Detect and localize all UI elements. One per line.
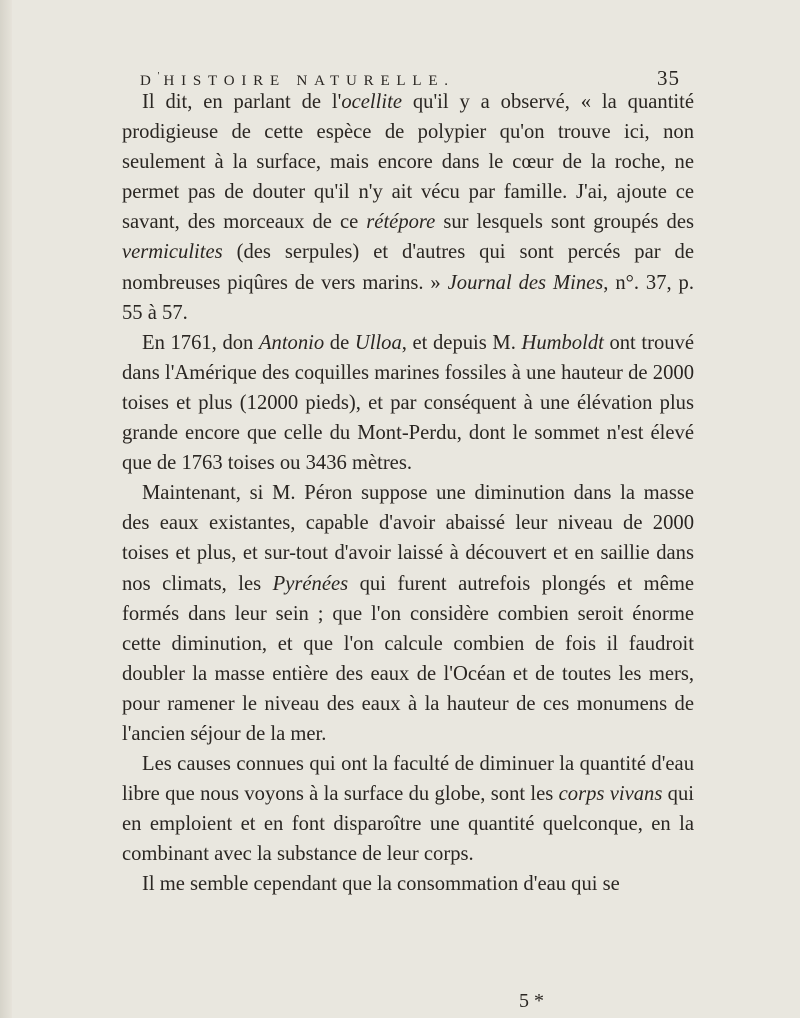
signature-mark: 5 * [519,990,544,1012]
paragraph-2: En 1761, don Antonio de Ulloa, et depuis M. Humboldt ont trouvé dans l'Amérique des coquilles marines fossiles à une hauteur de 2000 toises et plus (12000 pieds), et par conséquent à une élévation plus grande encore que celle du Mont-Perdu, dont le sommet n'est élevé que de 1763 toises ou 3436 mètres. [122,331,694,475]
running-head-apostrophe: ' [157,71,160,82]
page-binding-edge [0,0,12,1018]
paragraph-5: Il me semble cependant que la consommation d'eau qui se [142,873,620,896]
running-head-text: HISTOIRE NATURELLE. [163,73,455,89]
page-number: 35 [657,66,680,90]
paragraph-3: Maintenant, si M. Péron suppose une diminution dans la masse des eaux existantes, capable d'avoir abaissé leur niveau de 2000 toises et plus, et sur-tout d'avoir laissé à découvert et en saillie dans nos climats, les Pyrénées qui furent autrefois plongés et même formés dans leur sein ; que l'on considère combien seroit énorme cette diminution, et que l'on calcule combien de fois il faudroit doubler la masse entière des eaux de l'Océan et de toutes les mers, pour ramener le niveau des eaux à la hauteur de ces monumens de l'ancien séjour de la mer. [122,482,694,745]
running-head-prefix: D [140,73,158,89]
paragraph-1: Il dit, en parlant de l'ocellite qu'il y a observé, « la quantité prodigieuse de cette espèce de polypier qu'on trouve ici, non seulement à la surface, mais encore dans le cœur de la roche, ne permet pas de douter qu'il n'y ait vécu par famille. J'ai, ajoute ce savant, des morceaux de ce rétépore sur lesquels sont groupés des vermiculites (des serpules) et d'autres qui sont percés par de nombreuses piqûres de vers marins. » Journal des Mines, n°. 37, p. 55 à 57. [122,91,694,324]
paragraph-4: Les causes connues qui ont la faculté de diminuer la quantité d'eau libre que nous voyons à la surface du globe, sont les corps vivans qui en emploient et en font disparoître une quantité quelconque, en la combinant avec la substance de leur corps. [122,753,694,866]
body-text [122,87,694,900]
